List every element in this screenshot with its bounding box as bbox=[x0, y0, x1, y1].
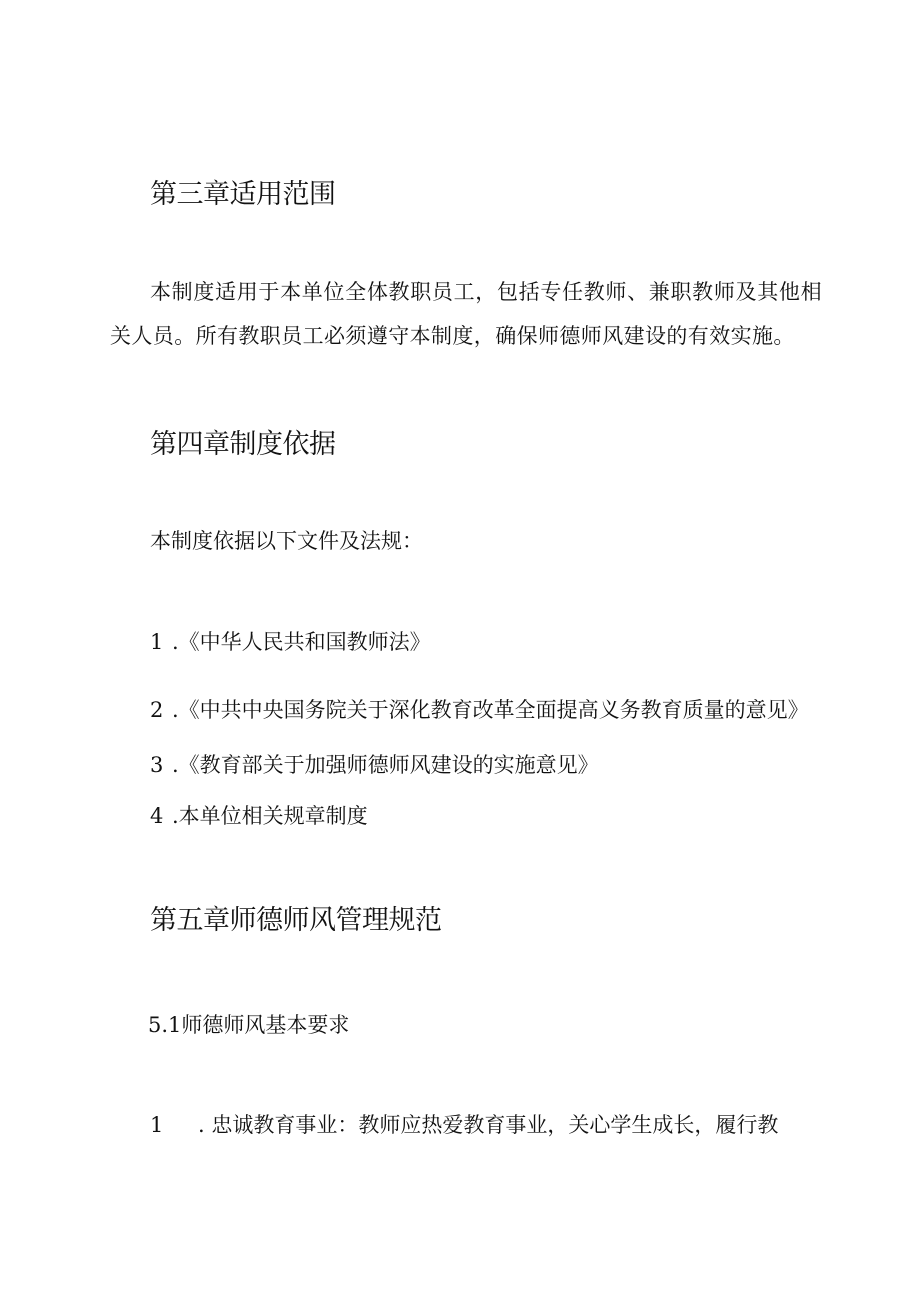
list-item bbox=[150, 695, 809, 725]
list-item-text: .《教育部关于加强师德师风建设的实施意见》 bbox=[172, 753, 599, 777]
list-item-number: 3 bbox=[150, 753, 164, 777]
list-item-text: .《中华人民共和国教师法》 bbox=[172, 630, 431, 654]
list-item-number: 4 bbox=[150, 804, 164, 828]
list-item bbox=[150, 627, 431, 657]
section-5-1-heading: 5.1师德师风基本要求 bbox=[148, 1013, 350, 1037]
list-item bbox=[150, 1110, 778, 1140]
chapter-5-heading: 第五章师德师风管理规范 bbox=[150, 905, 442, 936]
list-item-number: 1 bbox=[150, 630, 164, 654]
list-item-number: 2 bbox=[150, 698, 164, 722]
chapter-4-heading: 第四章制度依据 bbox=[150, 429, 336, 460]
list-item-text: . 忠诚教育事业：教师应热爱教育事业，关心学生成长，履行教 bbox=[198, 1113, 779, 1137]
list-item bbox=[150, 801, 368, 831]
list-item-text: .《中共中央国务院关于深化教育改革全面提高义务教育质量的意见》 bbox=[172, 698, 809, 722]
list-item bbox=[150, 750, 599, 780]
chapter-4-intro: 本制度依据以下文件及法规： bbox=[150, 529, 423, 553]
chapter-3-paragraph: 本制度适用于本单位全体教职员工，包括专任教师、兼职教师及其他相关人员。所有教职员工必须遵守本制度，确保师德师风建设的有效实施。 bbox=[110, 280, 822, 348]
list-item-text: .本单位相关规章制度 bbox=[172, 804, 368, 828]
chapter-3-heading: 第三章适用范围 bbox=[150, 179, 336, 210]
list-item-number: 1 bbox=[150, 1113, 164, 1137]
